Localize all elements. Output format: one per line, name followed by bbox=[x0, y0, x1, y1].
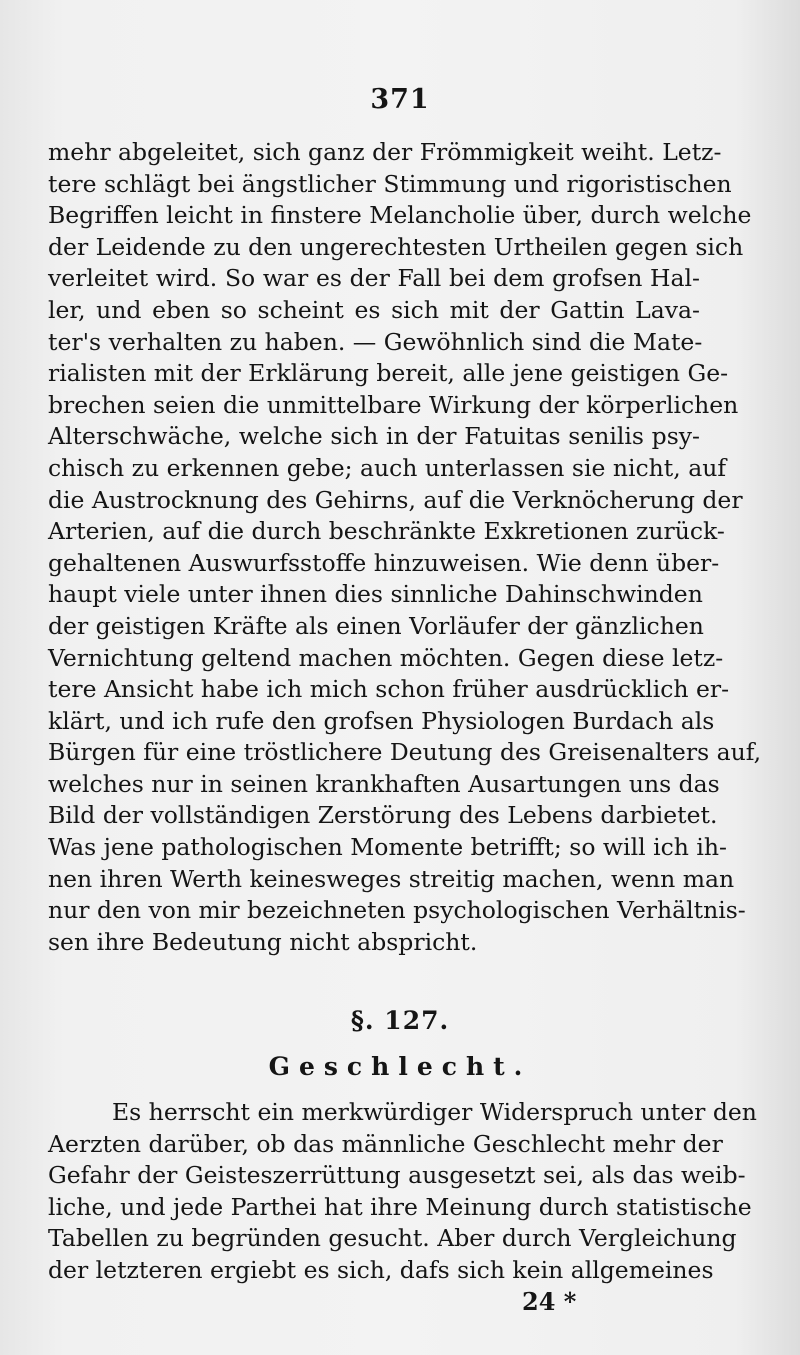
paragraph-section bbox=[48, 1097, 757, 1287]
text-line: Bild der vollständigen Zerstörung des Lebens darbietet. bbox=[48, 801, 718, 830]
text-line: ter's verhalten zu haben. — Gewöhnlich sind die Mate- bbox=[48, 327, 703, 356]
text-line: Bürgen für eine tröstlichere Deutung des Greisenalters auf, bbox=[48, 738, 762, 767]
text-line: brechen seien die unmittelbare Wirkung der körperlichen bbox=[48, 390, 739, 419]
text-line: Aerzten darüber, ob das männliche Geschlecht mehr der bbox=[48, 1129, 723, 1158]
text-line: chisch zu erkennen gebe; auch unterlassen sie nicht, auf bbox=[48, 453, 727, 482]
text-line: Alterschwäche, welche sich in der Fatuitas senilis psy- bbox=[48, 422, 700, 451]
text-line: der geistigen Kräfte als einen Vorläufer der gänzlichen bbox=[48, 611, 704, 640]
signature-mark: 24 * bbox=[522, 1287, 577, 1316]
text-line: klärt, und ich rufe den grofsen Physiologen Burdach als bbox=[48, 706, 715, 735]
text-line: Begriffen leicht in finstere Melancholie über, durch welche bbox=[48, 201, 752, 230]
section-number: §. 127. bbox=[350, 1006, 450, 1035]
text-line: Gefahr der Geisteszerrüttung ausgesetzt sei, als das weib- bbox=[48, 1161, 746, 1190]
text-line: tere schlägt bei ängstlicher Stimmung und rigoristischen bbox=[48, 169, 732, 198]
page-number: 371 bbox=[370, 84, 430, 115]
paragraph-continued bbox=[48, 137, 762, 958]
text-line: verleitet wird. So war es der Fall bei dem grofsen Hal- bbox=[48, 264, 700, 293]
text-line: ler, und eben so scheint es sich mit der Gattin Lava- bbox=[48, 295, 700, 324]
text-line: haupt viele unter ihnen dies sinnliche Dahinschwinden bbox=[48, 580, 703, 609]
text-line: Arterien, auf die durch beschränkte Exkretionen zurück- bbox=[48, 517, 725, 546]
text-line: der letzteren ergiebt es sich, dafs sich kein allgemeines bbox=[48, 1255, 714, 1284]
text-line: welches nur in seinen krankhaften Ausartungen uns das bbox=[48, 769, 720, 798]
text-line: tere Ansicht habe ich mich schon früher ausdrücklich er- bbox=[48, 675, 730, 704]
text-line: Tabellen zu begründen gesucht. Aber durch Vergleichung bbox=[48, 1224, 737, 1253]
text-line: der Leidende zu den ungerechtesten Urtheilen gegen sich bbox=[48, 232, 744, 261]
text-line: rialisten mit der Erklärung bereit, alle jene geistigen Ge- bbox=[48, 359, 729, 388]
text-line: sen ihre Bedeutung nicht abspricht. bbox=[48, 927, 478, 956]
section-title: Geschlecht. bbox=[268, 1052, 532, 1081]
text-line: Es herrscht ein merkwürdiger Widerspruch unter den bbox=[112, 1098, 757, 1126]
text-line: mehr abgeleitet, sich ganz der Frömmigkeit weiht. Letz- bbox=[48, 138, 722, 166]
text-line: Was jene pathologischen Momente betrifft; so will ich ih- bbox=[48, 833, 727, 862]
text-line: die Austrocknung des Gehirns, auf die Verknöcherung der bbox=[48, 485, 743, 514]
text-line: gehaltenen Auswurfsstoffe hinzuweisen. Wie denn über- bbox=[48, 548, 720, 577]
text-line: liche, und jede Parthei hat ihre Meinung durch statistische bbox=[48, 1192, 752, 1221]
text-line: Vernichtung geltend machen möchten. Gegen diese letz- bbox=[48, 643, 724, 672]
text-line: nen ihren Werth keinesweges streitig machen, wenn man bbox=[48, 864, 735, 893]
text-line: nur den von mir bezeichneten psychologischen Verhältnis- bbox=[48, 896, 746, 925]
